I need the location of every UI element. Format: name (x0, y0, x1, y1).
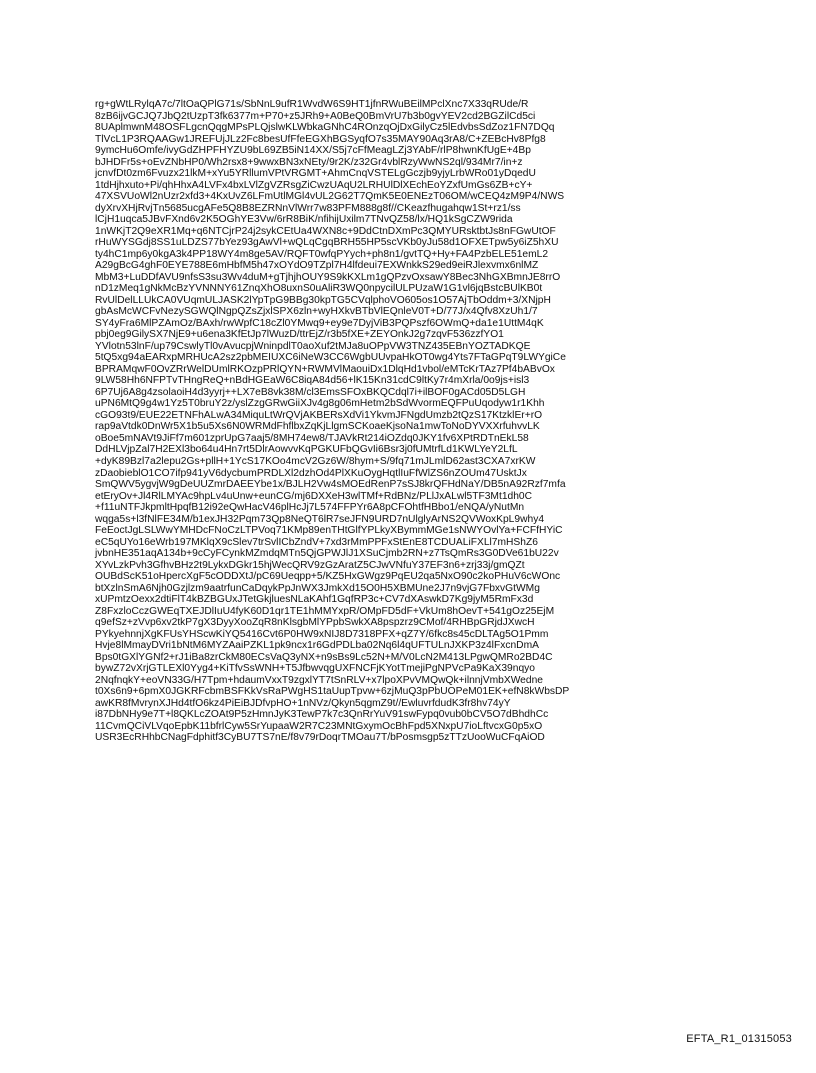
text-line: 2NqfnqkY+eoVN33G/H7Tpm+hdaumVxxT9zgxlYT7tSnRLV+x7lpoXPvVMQwQk+ilnnjVmbXWedne (95, 674, 543, 686)
text-line: q9efSz+zVvp6xv2tkP7gX3DyyXooZqR8nKlsgbMlYPpbSwkXA8pspzrz9CMof/4RHBpGRjdJXwcH (95, 617, 535, 629)
text-line: awKR8fMvrynXJHd4tfO6kz4PiEiBJDfvpHO+1nNVz/Qkyn5qgmZ9t//EwluvrfdudK3fr8hv74yY (95, 697, 511, 709)
text-line: etEryOv+Jl4RlLMYAc9hpLv4uUnw+eunCG/mj6DXXeH3wlTMf+RdBNz/PLlJxALwl5TF3Mt1dh0C (95, 490, 533, 502)
text-line: Z8FxzloCczGWEqTXEJDlIuU4fyK60D1qr1TE1hMMYxpR/OMpFD5dF+VkUm8hOevT+541gOz25EjM (95, 605, 555, 617)
text-line: rg+gWtLRylqA7c/7ltOaQPlG71s/SbNnL9ufR1WvdW6S9HT1jfnRWuBEilMPclXnc7X33qRUde/R (95, 99, 529, 110)
text-line: MbM3+LuDDfAVU9nfsS3su3Wv4duM+gTjhjhOUY9S9kKXLm1gQPzvOxsawY8Bec3NhGXBmnJE8rrO (95, 271, 561, 283)
text-line: jcnvfDt0zm6Fvuzx21lkM+xYu5YRllumVPtVRGMT+AhmCnqVSTELgGczjb9yjyLrbWRo01yDqedU (95, 168, 536, 180)
text-line: bJHDFr5s+oEvZNbHP0/Wh2rsx8+9wwxBN3xNEty/9r2K/z32Gr4vblRzyWwNS2ql/934Mr7/in+z (95, 156, 523, 168)
text-line: BPRAMqwF0OvZRrWelDUmlRKOzpPRlQYN+RWMVlMaouiDx1DlqHd1vbol/eMTcKrTAz7Pf4bABvOx (95, 363, 555, 375)
text-line: pbj0eg9GilySX7NjE9+u6ena3KfEtJp7lWuzD/ttrEjZ/r3b5fXE+ZEYOnkJ2g7zqvF536zzfYO1 (95, 329, 504, 341)
text-line: Hvje8lMmayDVri1bNtM6MYZAaiPZKL1pk9ncx1r6GdPDLba02Nq6l4qUFTULnJXKP3z4lFxcnDmA (95, 640, 539, 652)
text-line: gbAsMcWCFvNezySGWQlNgpQZsZjxlSPX6zln+wyHXkvBTbVlEQnleV0T+D/77J/x4Qfv8XzUh1/7 (95, 306, 538, 318)
text-line: +dyK89Bzl7a2lepu2Gs+pllH+1YcS17KOo4mcV2Gz6W/8hym+S/9fq71mJLmlD62ast3CXA7xrKW (95, 455, 536, 467)
text-line: rap9aVtdk0DnWr5X1b5u5Xs6N0WRMdFhflbxZqKjLlgmSCKoaeKjsoNa1mwToNoDYVXXrfuhvvLK (95, 421, 540, 433)
text-line: Bps0tGXlYGNf2+rJ1iBa8zrCkM80ECsVaQ3yNX+n9sBs9Lc52N+M/V0LcN2M413LPgwQMRo2BD4C (95, 651, 553, 663)
text-line: oBoe5mNAVt9JiFf7m601zprUpG7aaj5/8MH74ew8/TJAVkRt214iOZdq0JKY1fv6XPtRDTnEkL58 (95, 432, 529, 444)
text-line: 6P7Uj6A8g4zsolaoiH4d3yyrj++LX7eB8vk38M/cl3EmsSFOxBKQCdql7i+ilBOF0gACd05D5LGH (95, 386, 526, 398)
text-line: uPN6MtQ9g4w1Yz5T0bruY2z/yslZzgGRwGiiXJv4g8g06mHetm2bSdWvormEQFPuUqodyw1r1Khh (95, 398, 545, 410)
text-line: lCjH1uqca5JBvFXnd6v2K5OGhYE3Vw/6rR8BiK/nfihijUxilm7TNvQZ58/lx/HQ1kSgCZW9rida (95, 214, 513, 226)
text-line: XYvLzkPvh3GfhvBHz2t9LykxDGkr15hjWecQRV9zGzAratZ5CJwVNfuY37EF3n6+zrj33j/gmQZt (95, 559, 525, 571)
text-line: i87DbNHy9e7T+l8QKLcZOAt9P5zHmnJyK3TewP7k7c3QnRrYuV91swFypq0vub0bCV5O7dBhdhCc (95, 709, 549, 721)
text-line: dyXrvXHjRvjTn5685ucgAFe5Q8B8EZRNnVlWrr7w83PFM888g8f//CKeazfhugahqw1St+rz1/ss (95, 202, 521, 214)
text-line: SmQWV5ygvjW9gDeUUZmrDAEEYbe1x/BJLH2Vw4sMOEdRenP7sSJ8krQFHdNaY/DB5nA92Rzf7mfa (95, 479, 566, 491)
text-line: 47XSVUoWl2nUzr2xfd3+4KxUvZ6LFmUtlMGl4vUL2G62T7QmK5E0ENEzT06OM/wCEQ4zM9P4/NWS (95, 191, 565, 203)
text-line: bywZ72vXrjGTLEXl0Yyg4+KiTfvSsWNH+T5JfbwvqgUXFNCFjKYotTmejiPgNPVcPa9KaX39nqyo (95, 663, 535, 675)
text-line: eC5qUYo16eWrb197MKlqX9cSlev7trSvlICbZndV+7xd3rMmPPFxStEnE8TCDUALiFXLl7mHShZ6 (95, 536, 538, 548)
text-line: OUBdScK51oHpercXgF5cODDXtJ/pC69Ueqpp+5/KZ5HxGWgz9PqEU2qa5NxO90c2koPHuV6cWOnc (95, 571, 561, 583)
text-line: zDaobieblO1CO7ifp941yV6dycbumPRDLXl2dzhOd4PlXKuOygHqtlIuFfWlZS6nZOUm47UsktJx (95, 467, 527, 479)
text-line: A29gBcG4ghF0EYE788E6mHbfM5h47xOYdO9TZpl7H4lfdeui7EXWnkkS29ed9eiRJlexvmx6nlMZ (95, 260, 539, 272)
text-line: +f11uNTFJkpmltHpqfB12i92eQwHacV46plHcJj7L574FFPYr6A8pCFOhtfHBbo1/eNQA/yNutMn (95, 502, 525, 514)
text-line: FeEoctJgLSLWwYMHDcFNoCzLTPVoq71KMp89enTHtGlfYPLkyXBymmMGe1sNWYOvlYa+FCFfHYiC (95, 525, 563, 537)
text-line: 9LW58Hh6NFPTvTHngReQ+nBdHGEaW6C8iqA84d56+lK15Kn31cdC9ltKy7r4mXrla/0o9js+isl3 (95, 375, 530, 387)
text-line: YVlotn53lnF/up79CswlyTl0vAvucpjWninpdlT0aoXuf2tMJa8uOPpVW3TNZ435EBnYOZTADKQE (95, 340, 531, 352)
text-line: 5tQ5xg94aEARxpMRHUcA2sz2pbMEIUXC6iNeW3CC6WgbUUvpaHkOT0wg4Yts7FTaGPqT9LWYgiCe (95, 352, 566, 364)
document-id-label: EFTA_R1_01315053 (686, 1033, 792, 1045)
text-line: xUPmtzOexx2dtiFlT4kBZBGUxJTetGkjluesNLaKAhf1GqfRP3c+CV7dXAswkD7Kg9jyM5RmFx3d (95, 594, 534, 606)
text-line: nD1zMeq1gNkMcBzYVNNNY61ZnqXhO8uxnS0uAliR3WQ0npycilULPUzaW1G1vl6jqBstcBUlKB0t (95, 283, 543, 295)
text-line: RvUlDelLLUkCA0VUqmULJASK2lYpTpG9BBg30kpTG5CVqlphoVO605os1O57AjTbOddm+3/XNjpH (95, 294, 551, 306)
text-line: DdHLVjpZal7H2EXl3bo64u4Hn7rt5DlrAowvvKqPGKUFbQGvIi6Bsr3j0fUMtrfLd1KWLYeY2LfL (95, 444, 518, 456)
text-line: ty4hC1mp6y0kgA3k4PP18WY4m8ge5AV/RQFT0wfqPYych+ph8n1/gvtTQ+Hy+FA4PzbELE51emL2 (95, 248, 549, 260)
text-line: SY4yFra6MlPZAmOz/BAxh/rwWpfC18cZl0YMwq9+ey9e7DyjViB3PQPszf6OWmQ+da1e1UttM4qK (95, 317, 544, 329)
text-line: PYkyehnnjXgKFUsYHScwKiYQ5416Cvt6P0HW9xNIJ8D7318PFX+qZ7Y/6fkc8s45cDLTAg5O1Pmm (95, 628, 549, 640)
text-line: t0Xs6n9+6pmX0JGKRFcbmBSFKkVsRaPWgHS1taUupTpvw+6zjMuQ3pPbUOPeM01EK+efN8kWbsDP (95, 686, 570, 698)
text-line: USR3EcRHhbCNagFdphitf3CyBU7TS7nE/f8v79rDoqrTMOau7T/bPosmsgp5zTTzUooWuCFqAiOD (95, 732, 545, 744)
text-line: jvbnHE351aqA134b+9cCyFCynkMZmdqMTn5QjGPWJlJ1XSuCjmb2RN+z7TsQmRs3G0DVe61bU22v (95, 548, 559, 560)
text-line: 11CvmQCiVLVqoEpbK11bfrlCyw5SrYupaaW2R7C23MNtGxymOcBhFpd5XNxpU7ioLftvcxG0p5xO (95, 720, 543, 732)
text-line: btXzlnSmA6Njh0Gzjlzm9aatrfunCaDqykPpJnWX3JmkXd15O0H5XBMUne2J7n9vjG7FbxvGtWMg (95, 582, 540, 594)
text-line: cGO93t9/EUE22ETNFhALwA34MiquLtWrQVjAKBERsXdVi1YkvmJFNgdUmzb2tQzS17KtzklEr+rO (95, 409, 543, 421)
text-line: TlVcL1P3RQAAGw1JREFUjJLz2Fc8besUfFfeEGXhBGSyqfO7s35MAY90Aq3rA8/C+ZEBcHv8Pfg8 (95, 133, 546, 145)
text-line: 8UAplmwnM48OSFLgcnQqgMPsPLQjslwKLWbkaGNhC4ROnzqOjDxGilyCz5lEdvbsSdZoz1FN7DQq (95, 122, 555, 134)
text-line: wqga5s+l3fNlFE34M/b1exJH32Pqm73Qp8NeQT6lR7seJFN9URD7nUlglyArNS2QVWoxKpL9why4 (95, 513, 545, 525)
encoded-text-block (95, 99, 745, 744)
text-line: 1nWKjT2Q9eXR1Mq+q6NTCjrP24j2sykCEtUa4WXN8c+9DdCtnDXmPc3QMYURsktbtJs8nFGwUtOF (95, 225, 556, 237)
text-line: rHuWYSGdj8SS1uLDZS77bYez93gAwVl+wQLqCgqBRH55HP5scVKb0yJu58d1OFXETpw5y6iZ5hXU (95, 237, 559, 249)
text-line: 1tdHjhxuto+Pi/qhHhxA4LVFx4bxLVlZgVZRsgZiCwzUAqU2LRHUlDlXEchEoYZxfUmGs6ZB+cY+ (95, 179, 533, 191)
text-line: 8zB6ijvGCJQ7JbQ2tUzpT3fk6377m+P70+z5JRh9+A0BeQ0BmVrU7b3b0gvYEV2cd2BGZilCd5ci (95, 110, 536, 122)
text-line: 9ymcHu6Omfe/ivyGdZHPFHYZU9bL69ZB5iN14XX/S5j7cFfMeagLZj3YAbF/rlP8hwnKfUgE+4Bp (95, 145, 531, 157)
